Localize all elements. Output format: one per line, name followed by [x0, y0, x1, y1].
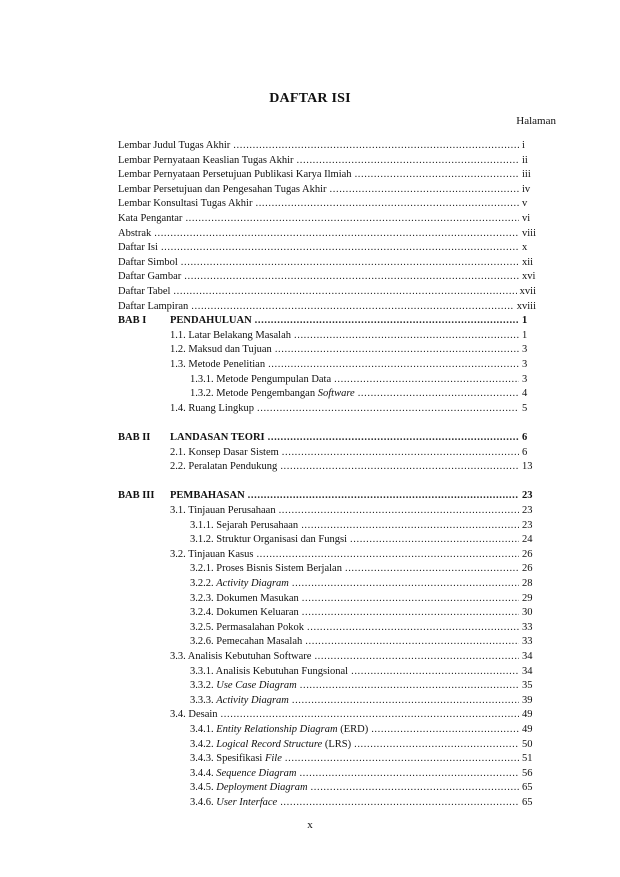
entry-text: 3.3.1. Analisis Kebutuhan Fungsional — [190, 665, 349, 677]
toc-page-number: 26 — [522, 563, 533, 575]
toc-entry[interactable] — [118, 152, 536, 167]
toc-page-number: vi — [522, 213, 531, 224]
toc-page-number: 34 — [522, 665, 533, 677]
dot-leader — [351, 665, 519, 678]
dot-leader — [280, 796, 519, 809]
dot-leader — [255, 314, 519, 327]
toc-entry-label — [170, 402, 254, 415]
entry-text: 2.1. Konsep Dasar Sistem — [170, 446, 279, 458]
entry-text: 2.2. Peralatan Pendukung — [170, 461, 278, 473]
chapter-number: BAB III — [118, 490, 155, 502]
toc-page-number: 51 — [522, 753, 533, 765]
entry-text: 3.2.4. Dokumen Keluaran — [190, 607, 299, 619]
toc-page-number: 1 — [522, 315, 528, 327]
entry-text-italic: User Interface — [216, 797, 278, 808]
entry-text: Daftar Gambar — [118, 271, 182, 283]
dot-leader — [285, 752, 519, 765]
entry-text: 3.3. Analisis Kebutuhan Software — [170, 651, 312, 662]
toc-entry-label — [190, 387, 355, 400]
entry-text-suffix: (LRS) — [322, 738, 352, 750]
page-column-header: Halaman — [516, 115, 556, 127]
page-title: DAFTAR ISI — [269, 91, 351, 106]
toc-subentry[interactable] — [118, 546, 536, 561]
toc-entry-label — [170, 343, 272, 356]
entry-text: 3.2.2. — [190, 578, 217, 589]
entry-text: Daftar Lampiran — [118, 300, 189, 312]
entry-text: 3.4.6. — [190, 797, 217, 808]
toc-entry-label — [190, 679, 297, 692]
toc-page-number: x — [522, 242, 528, 254]
toc-entry[interactable] — [118, 268, 536, 283]
entry-text: 3.4. Desain — [170, 709, 218, 721]
dot-leader — [255, 197, 519, 210]
dot-leader — [355, 168, 519, 181]
toc-page-number: xvii — [519, 286, 536, 297]
toc-entry-label — [190, 694, 289, 707]
dot-leader — [173, 285, 516, 298]
entry-text: 3.2.3. Dokumen Masukan — [190, 592, 299, 604]
toc-entry[interactable] — [118, 225, 536, 240]
toc-page-number: 29 — [522, 592, 533, 604]
dot-leader — [154, 227, 519, 240]
entry-text: 3.4.3. Spesifikasi — [190, 753, 265, 765]
toc-page-number: xvi — [522, 271, 536, 283]
toc-entry-label — [190, 562, 342, 575]
toc-entry[interactable] — [118, 166, 536, 181]
entry-text: 3.3.3. — [190, 694, 217, 706]
entry-text: Daftar Isi — [118, 242, 158, 254]
toc-page-number: iv — [522, 183, 531, 195]
toc-page-number: 28 — [522, 578, 533, 589]
toc-page-number: 24 — [522, 534, 533, 546]
toc-entry-label — [118, 183, 327, 196]
dot-leader — [185, 212, 519, 225]
toc-page-number: 1 — [522, 329, 528, 341]
dot-leader — [161, 241, 519, 254]
entry-text: 3.2. Tinjauan Kasus — [170, 548, 254, 560]
toc-chapter[interactable] — [118, 429, 536, 444]
entry-text-italic: Use Case Diagram — [216, 680, 297, 692]
toc-subentry[interactable] — [118, 692, 536, 707]
entry-text: 3.4.4. — [190, 767, 217, 779]
toc-subentry[interactable] — [118, 706, 536, 721]
toc-entry-label — [118, 256, 178, 269]
dot-leader — [191, 300, 513, 313]
dot-leader — [181, 256, 519, 269]
toc-entry-label — [170, 446, 279, 459]
toc-page-number: 49 — [522, 724, 533, 735]
toc-page-number: viii — [521, 227, 536, 239]
dot-leader — [311, 781, 519, 794]
toc-entry-label — [118, 227, 151, 240]
entry-text: Kata Pengantar — [118, 213, 183, 224]
toc-page-number: ii — [522, 154, 528, 166]
toc-page-number: 3 — [522, 344, 528, 356]
toc-page-number: 6 — [522, 432, 528, 443]
entry-text: Lembar Pernyataan Keaslian Tugas Akhir — [118, 154, 294, 166]
toc-entry[interactable] — [118, 254, 536, 269]
toc-subentry[interactable] — [118, 531, 536, 546]
toc-entry-label — [118, 300, 188, 313]
toc-chapter[interactable] — [118, 312, 536, 327]
toc-entry[interactable] — [118, 298, 536, 313]
dot-leader — [256, 548, 519, 561]
entry-text: 1.3.1. Metode Pengumpulan Data — [190, 373, 332, 385]
dot-leader — [345, 562, 519, 575]
dot-leader — [299, 767, 519, 780]
dot-leader — [292, 577, 519, 590]
entry-text: Lembar Judul Tugas Akhir — [118, 140, 231, 151]
dot-leader — [280, 460, 519, 473]
entry-text: 3.3.2. — [190, 680, 217, 692]
toc-entry-label — [190, 767, 296, 780]
toc-subentry[interactable] — [118, 444, 536, 459]
toc-entry-label — [190, 723, 368, 736]
entry-text-italic: Entity Relationship Diagram — [216, 724, 338, 735]
toc-page-number: 23 — [522, 519, 533, 531]
toc-entry-label — [170, 650, 311, 663]
chapter-title: LANDASAN TEORI — [170, 432, 265, 443]
toc-entry-label — [170, 548, 253, 561]
entry-text: 3.4.1. — [190, 724, 217, 735]
toc-subentry[interactable] — [118, 502, 536, 517]
toc-entry-label — [190, 519, 298, 532]
toc-entry[interactable] — [118, 283, 536, 298]
toc-page-number: 49 — [522, 709, 533, 721]
toc-subentry[interactable] — [118, 648, 536, 663]
toc-entry-label — [118, 168, 352, 181]
entry-text-italic: Logical Record Structure — [216, 738, 323, 750]
toc-page-number: 23 — [522, 490, 533, 502]
toc-subentry[interactable] — [118, 750, 536, 765]
toc-subentry[interactable] — [118, 663, 536, 678]
chapter-number: BAB I — [118, 315, 147, 327]
dot-leader — [282, 446, 519, 459]
entry-text: 1.2. Maksud dan Tujuan — [170, 344, 272, 356]
toc-page-number: 30 — [522, 607, 533, 619]
toc-entry-label — [118, 241, 158, 254]
dot-leader — [350, 533, 519, 546]
entry-text: 3.2.6. Pemecahan Masalah — [190, 636, 303, 648]
toc-page-number: 56 — [522, 767, 533, 779]
toc-entry-label — [118, 431, 265, 444]
toc-subentry[interactable] — [118, 458, 536, 473]
toc-page-number: 50 — [522, 738, 533, 750]
toc-entry-label — [190, 592, 299, 605]
entry-text: Daftar Simbol — [118, 256, 178, 268]
entry-text: Abstrak — [118, 227, 152, 239]
chapter-title: PENDAHULUAN — [170, 315, 252, 327]
toc-chapter[interactable] — [118, 487, 536, 502]
entry-text: Lembar Pernyataan Persetujuan Publikasi Karya Ilmiah — [118, 169, 352, 181]
toc-subentry[interactable] — [118, 371, 536, 386]
toc-page-number: 5 — [522, 402, 528, 414]
toc-page-number: 13 — [522, 461, 533, 473]
toc-subentry[interactable] — [118, 341, 536, 356]
toc-page-number: 33 — [522, 621, 533, 633]
toc-page-number: 4 — [522, 388, 528, 400]
toc-entry-label — [190, 738, 351, 751]
toc-subentry[interactable] — [118, 385, 536, 400]
dot-leader — [314, 650, 519, 663]
toc-entry-label — [190, 606, 299, 619]
dot-leader — [275, 343, 519, 356]
toc-page-number: 23 — [522, 505, 533, 516]
toc-entry-label — [190, 752, 282, 765]
dot-leader — [354, 738, 519, 751]
toc-entry-label — [118, 314, 252, 327]
toc-entry-label — [190, 635, 302, 648]
toc-page-number: 3 — [522, 373, 528, 385]
dot-leader — [334, 373, 519, 386]
toc-page-number: xii — [522, 256, 534, 268]
toc-entry-label — [190, 796, 277, 809]
entry-text-italic: Deployment Diagram — [216, 782, 308, 794]
dot-leader — [248, 489, 519, 502]
toc-entry[interactable] — [118, 181, 536, 196]
toc-entry[interactable] — [118, 137, 536, 152]
toc-entry-label — [118, 197, 252, 210]
entry-text: Lembar Konsultasi Tugas Akhir — [118, 198, 253, 210]
toc-subentry[interactable] — [118, 517, 536, 532]
toc-page-number: 65 — [522, 782, 533, 794]
dot-leader — [292, 694, 519, 707]
dot-leader — [184, 270, 519, 283]
toc-subentry[interactable] — [118, 765, 536, 780]
toc-entry-label — [190, 373, 331, 386]
toc-entry-label — [170, 504, 276, 517]
toc-entry[interactable] — [118, 210, 536, 225]
toc-subentry[interactable] — [118, 721, 536, 736]
entry-text: 3.1.2. Struktur Organisasi dan Fungsi — [190, 534, 348, 546]
dot-leader — [294, 329, 519, 342]
entry-text: 3.1.1. Sejarah Perusahaan — [190, 519, 299, 531]
dot-leader — [358, 387, 519, 400]
entry-text-italic: File — [264, 753, 282, 765]
toc-subentry[interactable] — [118, 677, 536, 692]
entry-text-italic: Software — [317, 388, 355, 400]
entry-text-italic: Activity Diagram — [216, 578, 289, 589]
entry-text: 3.4.5. — [190, 782, 217, 794]
toc-entry-label — [118, 489, 245, 502]
dot-leader — [302, 592, 519, 605]
dot-leader — [221, 708, 519, 721]
dot-leader — [268, 358, 519, 371]
toc-subentry[interactable] — [118, 779, 536, 794]
toc-entry-label — [170, 358, 265, 371]
dot-leader — [297, 154, 519, 167]
chapter-title: PEMBAHASAN — [170, 490, 245, 502]
entry-text-suffix: (ERD) — [337, 724, 369, 735]
dot-leader — [257, 402, 519, 415]
dot-leader — [268, 431, 519, 444]
toc-entry-label — [190, 577, 289, 590]
toc-page-number: 33 — [522, 636, 533, 648]
dot-leader — [233, 139, 519, 152]
toc-subentry[interactable] — [118, 794, 536, 809]
toc-entry-label — [190, 621, 304, 634]
toc-subentry[interactable] — [118, 590, 536, 605]
toc-page-number: 39 — [522, 694, 533, 706]
entry-text: 3.2.5. Permasalahan Pokok — [190, 621, 305, 633]
entry-text-italic: Activity Diagram — [216, 694, 289, 706]
entry-text: 1.3. Metode Penelitian — [170, 359, 266, 370]
toc-entry-label — [118, 154, 294, 167]
entry-text: 1.4. Ruang Lingkup — [170, 402, 254, 414]
dot-leader — [302, 606, 519, 619]
toc-entry[interactable] — [118, 195, 536, 210]
entry-text: 3.1. Tinjauan Perusahaan — [170, 505, 276, 516]
chapter-number: BAB II — [118, 432, 151, 443]
toc-page-number: 6 — [522, 446, 528, 458]
entry-text: Lembar Persetujuan dan Pengesahan Tugas Akhir — [118, 183, 327, 195]
entry-text-italic: Sequence Diagram — [216, 767, 297, 779]
dot-leader — [330, 183, 519, 196]
entry-text: 3.2.1. Proses Bisnis Sistem Berjalan — [190, 563, 342, 575]
toc-subentry[interactable] — [118, 736, 536, 751]
toc-entry-label — [118, 285, 170, 298]
toc-subentry[interactable] — [118, 633, 536, 648]
dot-leader — [371, 723, 519, 736]
toc-entry-label — [170, 708, 218, 721]
toc-page-number: 35 — [522, 680, 533, 692]
toc-subentry[interactable] — [118, 604, 536, 619]
entry-text: 1.1. Latar Belakang Masalah — [170, 329, 291, 341]
toc-subentry[interactable] — [118, 575, 536, 590]
dot-leader — [305, 635, 519, 648]
toc-subentry[interactable] — [118, 400, 536, 415]
dot-leader — [301, 519, 519, 532]
toc-entry-label — [118, 212, 182, 225]
toc-subentry[interactable] — [118, 560, 536, 575]
toc-page-number: 34 — [522, 651, 533, 662]
toc-page-number: v — [522, 198, 528, 210]
toc-entry-label — [170, 460, 277, 473]
toc-entry-label — [118, 270, 181, 283]
toc-page-number: 26 — [522, 548, 533, 560]
entry-text: 1.3.2. Metode Pengembangan — [190, 388, 318, 400]
dot-leader — [279, 504, 519, 517]
toc-entry-label — [118, 139, 230, 152]
toc-page-number: xviii — [516, 300, 536, 312]
toc-entry-label — [170, 329, 291, 342]
toc-page-number: 3 — [522, 359, 528, 370]
toc-page-number: iii — [522, 169, 531, 181]
dot-leader — [300, 679, 519, 692]
toc-entry-label — [190, 665, 348, 678]
toc-subentry[interactable] — [118, 356, 536, 371]
toc-entry-label — [190, 533, 347, 546]
toc-entry-label — [190, 781, 308, 794]
toc-page-number: 65 — [522, 797, 533, 808]
toc-subentry[interactable] — [118, 327, 536, 342]
dot-leader — [307, 621, 519, 634]
entry-text: 3.4.2. — [190, 738, 217, 750]
page-number: x — [307, 819, 313, 831]
toc-subentry[interactable] — [118, 619, 536, 634]
toc-entry[interactable] — [118, 239, 536, 254]
entry-text: Daftar Tabel — [118, 286, 171, 297]
toc-page-number: i — [522, 140, 525, 151]
